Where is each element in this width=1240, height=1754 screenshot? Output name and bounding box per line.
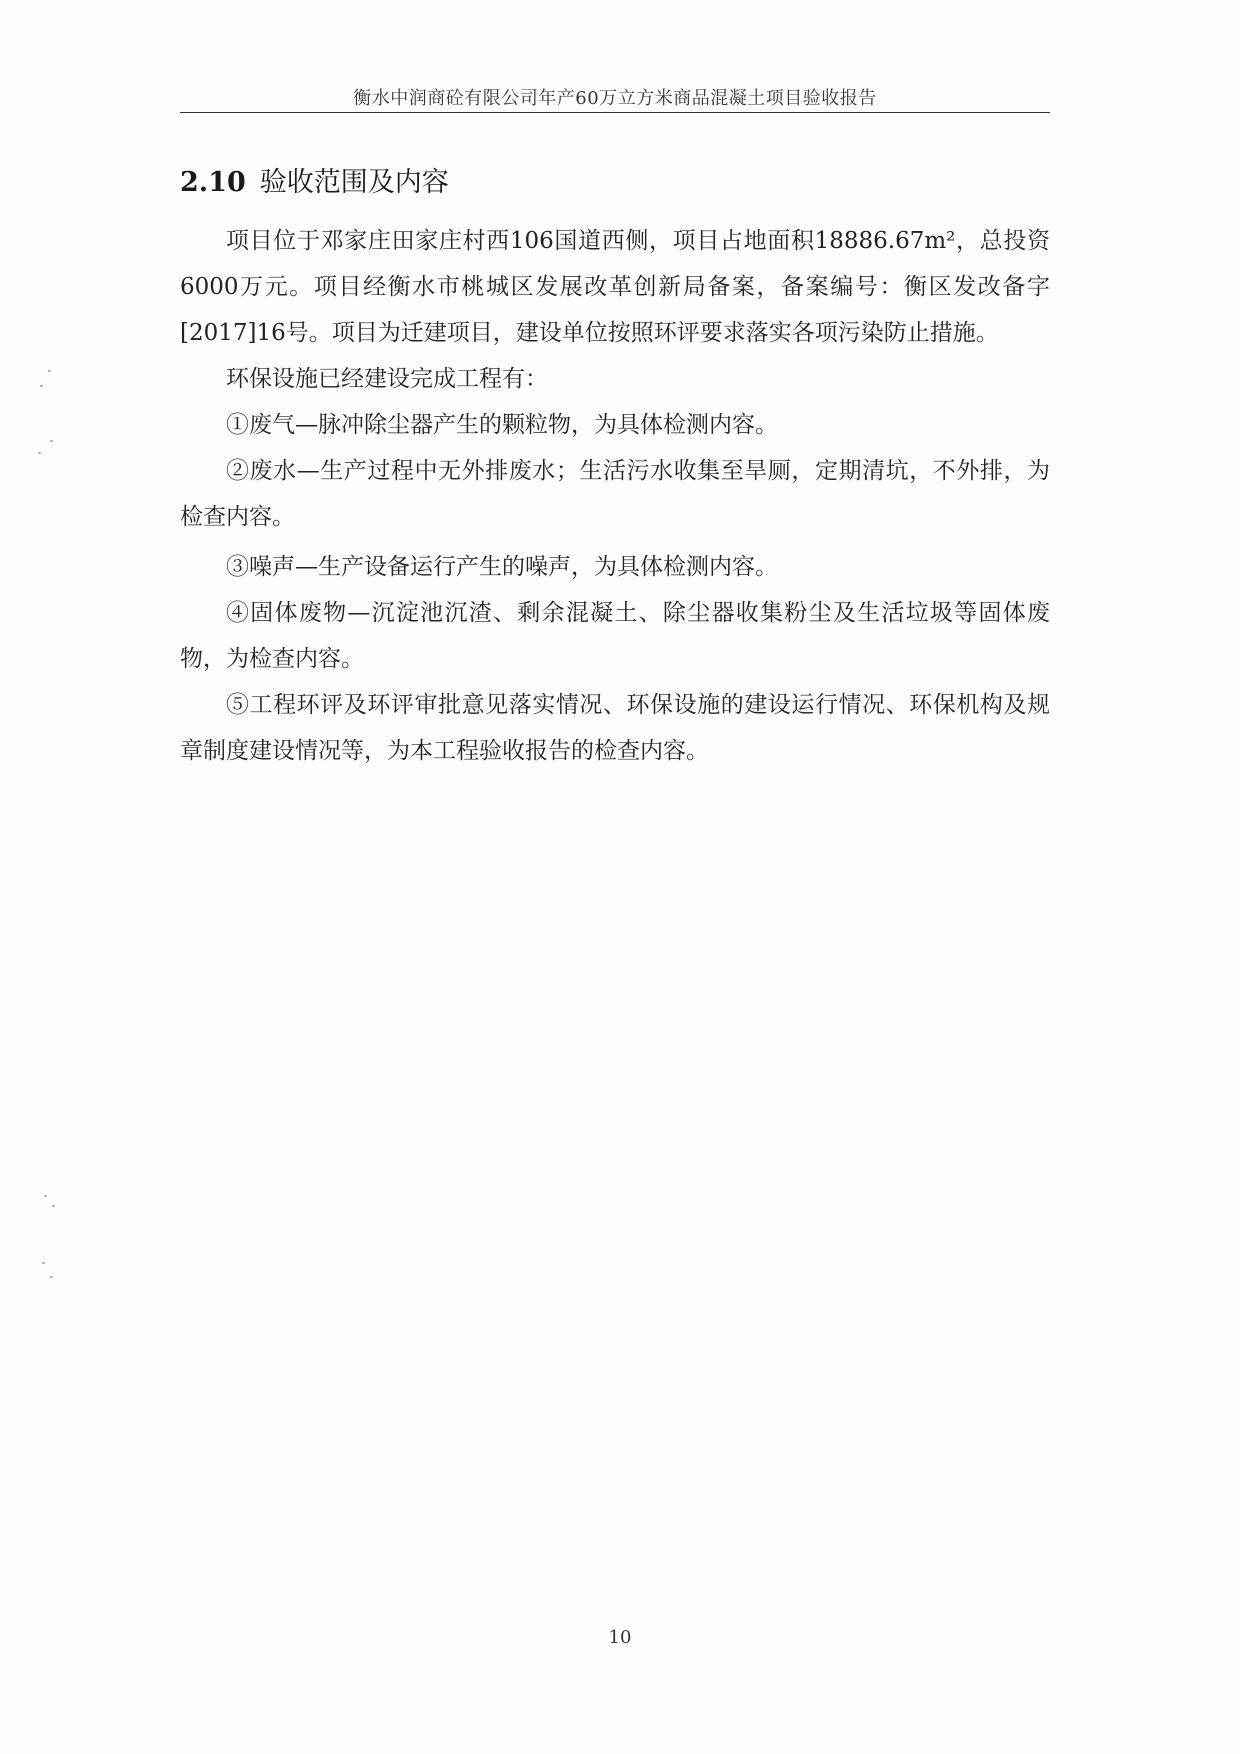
scan-speck [50,1276,53,1278]
paragraph-facilities-intro: 环保设施已经建设完成工程有： [226,366,548,392]
paragraph-inspection-scope: ⑤工程环评及环评审批意见落实情况、环保设施的建设运行情况、环保机构及规章制度建设情况等，为本工程验收报告的检查内容。 [180,692,1050,764]
body-text [180,218,1050,774]
section-title: 验收范围及内容 [259,167,449,198]
header-rule [180,112,1050,113]
paragraph-solid-waste: ④固体废物—沉淀池沉渣、剩余混凝土、除尘器收集粉尘及生活垃圾等固体废物，为检查内容。 [180,600,1050,672]
page-number: 10 [608,1627,632,1648]
scan-speck [42,1262,45,1264]
scan-speck [52,1205,55,1207]
section-heading [180,160,449,199]
section-number: 2.10 [180,167,246,198]
paragraph-waste-water: ②废水—生产过程中无外排废水；生活污水收集至旱厕，定期清坑，不外排，为检查内容。 [180,458,1050,530]
paragraph-noise: ③噪声—生产设备运行产生的噪声，为具体检测内容。 [226,554,778,580]
paragraph-waste-gas: ①废气—脉冲除尘器产生的颗粒物，为具体检测内容。 [226,412,778,438]
scan-speck [44,1195,47,1197]
scan-speck [50,440,53,442]
scan-speck [48,370,51,372]
running-header: 衡水中润商砼有限公司年产60万立方米商品混凝土项目验收报告 [353,88,877,109]
scan-speck [38,452,41,454]
paragraph-project-overview: 项目位于邓家庄田家庄村西106国道西侧，项目占地面积18886.67m²，总投资6000万元。项目经衡水市桃城区发展改革创新局备案，备案编号：衡区发改备字[2017]16号。项目为迁建项目，建设单位按照环评要求落实各项污染防止措施。 [180,228,1050,346]
scan-speck [40,385,43,387]
